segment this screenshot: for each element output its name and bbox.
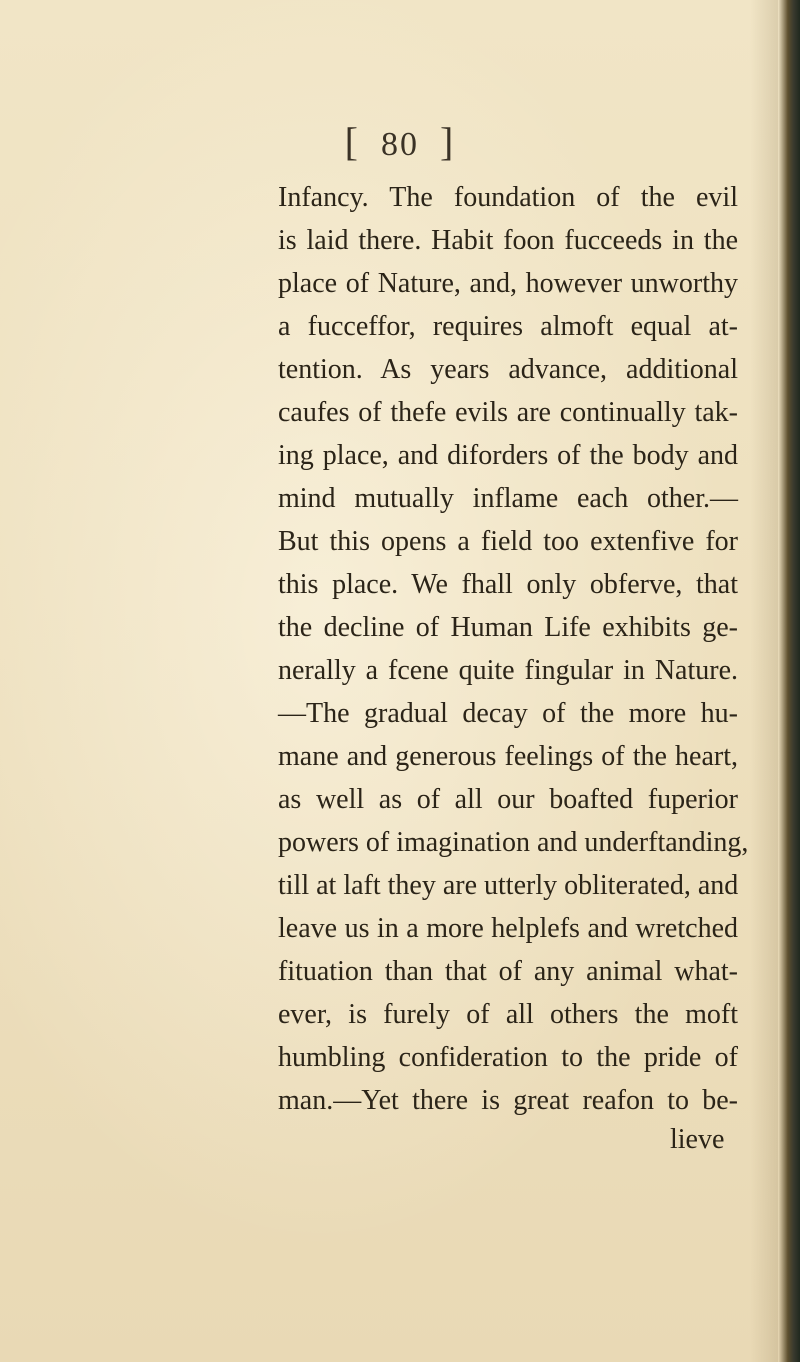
catchword: lieve <box>670 1124 725 1155</box>
text-line: this place. We fhall only obferve, that <box>278 569 738 600</box>
page-number-bracket-open: [ <box>344 119 360 164</box>
page-number-header <box>0 118 800 165</box>
text-line: caufes of thefe evils are continually tak- <box>278 397 738 428</box>
text-line: —The gradual decay of the more hu- <box>278 698 738 729</box>
text-line: a fucceffor, requires almoft equal at- <box>278 311 738 342</box>
text-line: the decline of Human Life exhibits ge- <box>278 612 738 643</box>
binding-edge <box>778 0 800 1362</box>
body-text <box>278 176 749 1122</box>
text-line: man.—Yet there is great reafon to be- <box>278 1085 738 1116</box>
text-line: nerally a fcene quite fingular in Nature. <box>278 655 738 686</box>
text-line: ever, is furely of all others the moft <box>278 999 738 1030</box>
page-number: 80 <box>381 126 419 163</box>
text-line: humbling confideration to the pride of <box>278 1042 738 1073</box>
text-line: is laid there. Habit foon fucceeds in the <box>278 225 738 256</box>
text-line: ing place, and diforders of the body and <box>278 440 738 471</box>
text-line: mind mutually inflame each other.— <box>278 483 738 514</box>
text-line: mane and generous feelings of the heart, <box>278 741 738 772</box>
text-line: Infancy. The foundation of the evil <box>278 182 738 213</box>
text-line: fituation than that of any animal what- <box>278 956 738 987</box>
text-line: But this opens a field too extenfive for <box>278 526 738 557</box>
text-line: place of Nature, and, however unworthy <box>278 268 738 299</box>
text-line: tention. As years advance, additional <box>278 354 738 385</box>
text-line: leave us in a more helplefs and wretched <box>278 913 738 944</box>
binding-shadow <box>750 0 778 1362</box>
text-line: till at laft they are utterly obliterated, and <box>278 870 739 901</box>
text-line: powers of imagination and underftanding, <box>278 827 749 858</box>
text-line: as well as of all our boafted fuperior <box>278 784 738 815</box>
page-number-bracket-close: ] <box>440 119 456 164</box>
